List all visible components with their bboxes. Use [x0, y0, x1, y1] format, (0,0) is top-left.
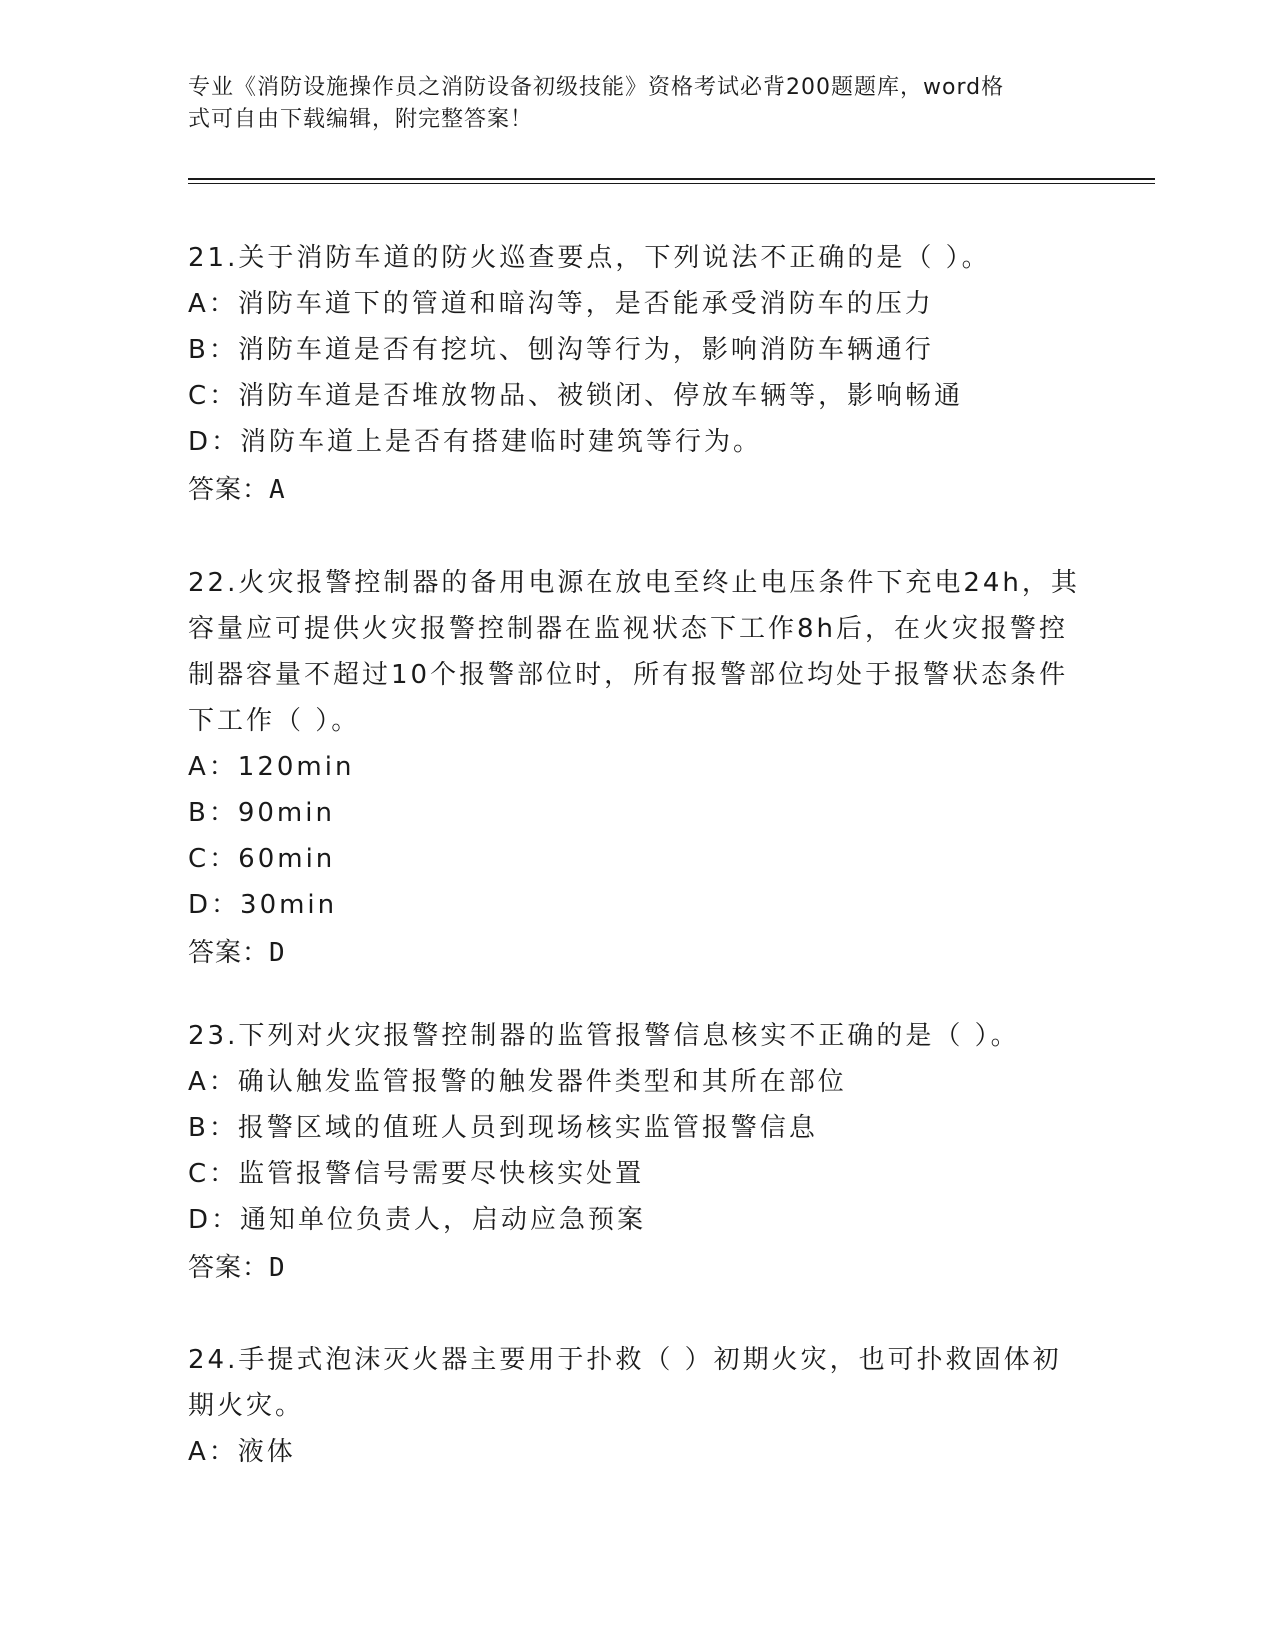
option-d: D：通知单位负责人，启动应急预案 [188, 1205, 647, 1235]
header-divider-thin [188, 183, 1155, 184]
header-divider-thick [188, 178, 1155, 180]
question-21 [188, 235, 1088, 513]
document-header [188, 72, 1068, 136]
option-d: D：消防车道上是否有搭建临时建筑等行为。 [188, 427, 763, 457]
header-line-1: 专业《消防设施操作员之消防设备初级技能》资格考试必背200题题库，word格 [188, 75, 1005, 100]
answer-label: 答案：A [188, 475, 286, 505]
option-a: A：液体 [188, 1437, 296, 1467]
answer-label: 答案：D [188, 1253, 286, 1283]
option-b: B：消防车道是否有挖坑、刨沟等行为，影响消防车辆通行 [188, 335, 934, 365]
option-c: C：消防车道是否堆放物品、被锁闭、停放车辆等，影响畅通 [188, 381, 964, 411]
header-line-2: 式可自由下载编辑，附完整答案！ [188, 107, 534, 132]
question-stem: 24.手提式泡沫灭火器主要用于扑救（ ）初期火灾，也可扑救固体初期火灾。 [188, 1345, 1062, 1421]
question-22 [188, 560, 1088, 976]
option-a: A：120min [188, 752, 355, 782]
option-b: B：报警区域的值班人员到现场核实监管报警信息 [188, 1113, 818, 1143]
option-b: B：90min [188, 798, 335, 828]
option-a: A：确认触发监管报警的触发器件类型和其所在部位 [188, 1067, 847, 1097]
question-24 [188, 1337, 1088, 1475]
question-23 [188, 1013, 1088, 1291]
option-a: A：消防车道下的管道和暗沟等，是否能承受消防车的压力 [188, 289, 934, 319]
option-d: D：30min [188, 890, 338, 920]
answer-label: 答案：D [188, 938, 286, 968]
question-stem: 23.下列对火灾报警控制器的监管报警信息核实不正确的是（ ）。 [188, 1021, 1020, 1051]
option-c: C：60min [188, 844, 336, 874]
option-c: C：监管报警信号需要尽快核实处置 [188, 1159, 645, 1189]
question-stem: 22.火灾报警控制器的备用电源在放电至终止电压条件下充电24h，其容量应可提供火灾报警控制器在监视状态下工作8h后，在火灾报警控制器容量不超过10个报警部位时，所有报警部位均处于报警状态条件下工作（ ）。 [188, 568, 1080, 736]
question-stem: 21.关于消防车道的防火巡查要点，下列说法不正确的是（ ）。 [188, 243, 991, 273]
